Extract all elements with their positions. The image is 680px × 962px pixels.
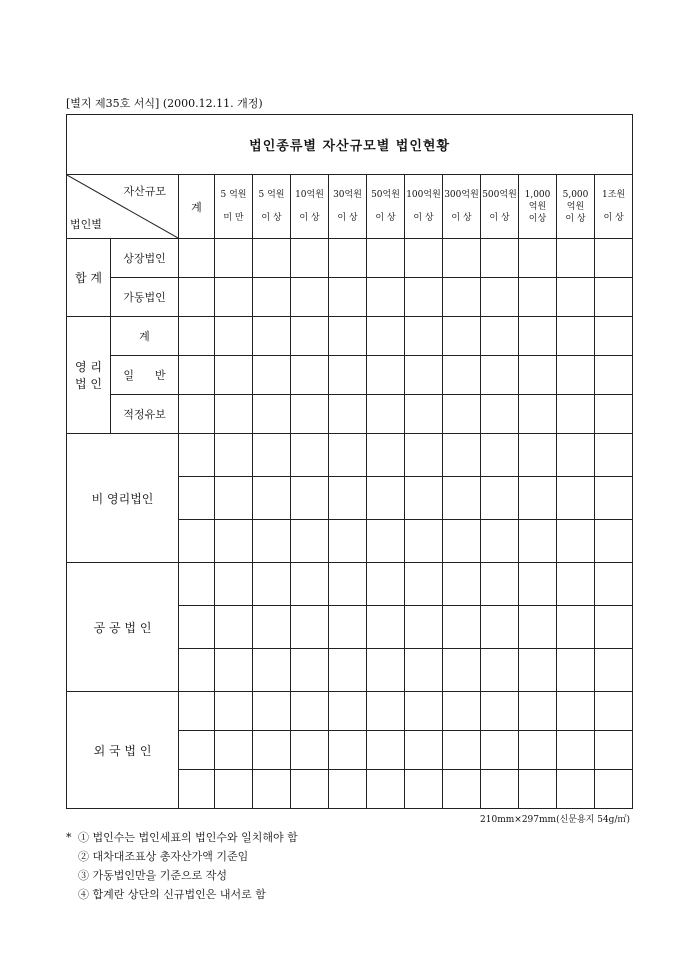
col-500-plus: 500억원 이 상 [481,175,519,239]
col-5-plus: 5 억원 이 상 [253,175,291,239]
notes-list [66,828,298,904]
table-row [67,317,633,356]
col-1-trillion-plus: 1조원 이 상 [595,175,633,239]
col-1000-plus: 1,000 억원 이상 [519,175,557,239]
corner-corporation-type: 법인별 [70,218,102,231]
row-label-operating: 가동법인 [111,278,179,317]
table-row [67,563,633,606]
group-foreign-label: 외 국 법 인 [67,692,179,809]
paper-size-note: 210mm×297mm(신문용지 54g/㎡) [480,815,630,825]
row-label-listed: 상장법인 [111,239,179,278]
group-nonprofit-label: 비 영리법인 [67,434,179,563]
table-row [67,239,633,278]
table-row [67,356,633,395]
col-total: 계 [179,175,215,239]
col-5000-plus: 5,000 억원 이 상 [557,175,595,239]
note-item: * ① 법인수는 법인세표의 법인수와 일치해야 함 [66,828,298,847]
corner-asset-size: 자산규모 [123,185,166,198]
col-30-plus: 30억원 이 상 [329,175,367,239]
table-row [67,278,633,317]
col-10-plus: 10억원 이 상 [291,175,329,239]
table-row [67,692,633,731]
group-profit-label: 영 리 법 인 [67,317,111,434]
table-row [67,395,633,434]
form-title: 법인종류별 자산규모별 법인현황 [67,115,633,175]
table-row [67,434,633,477]
col-300-plus: 300억원 이 상 [443,175,481,239]
column-header-row [67,175,633,239]
col-50-plus: 50억원 이 상 [367,175,405,239]
note-item: ④ 합계란 상단의 신규법인은 내서로 함 [78,888,266,901]
row-label-subtotal: 계 [111,317,179,356]
note-item: ② 대차대조표상 총자산가액 기준임 [78,850,249,863]
note-asterisk: * [66,831,72,844]
row-label-general: 일 반 [111,356,179,395]
col-under-5: 5 억원 미 만 [215,175,253,239]
form-header: [별지 제35호 서식] (2000.12.11. 개정) [66,97,263,110]
note-item: ③ 가동법인만을 기준으로 작성 [78,869,228,882]
group-public-label: 공 공 법 인 [67,563,179,692]
col-100-plus: 100억원 이 상 [405,175,443,239]
row-label-retained: 적정유보 [111,395,179,434]
group-total-label: 합 계 [67,239,111,317]
corner-header [67,175,179,239]
statistics-table [66,114,633,809]
